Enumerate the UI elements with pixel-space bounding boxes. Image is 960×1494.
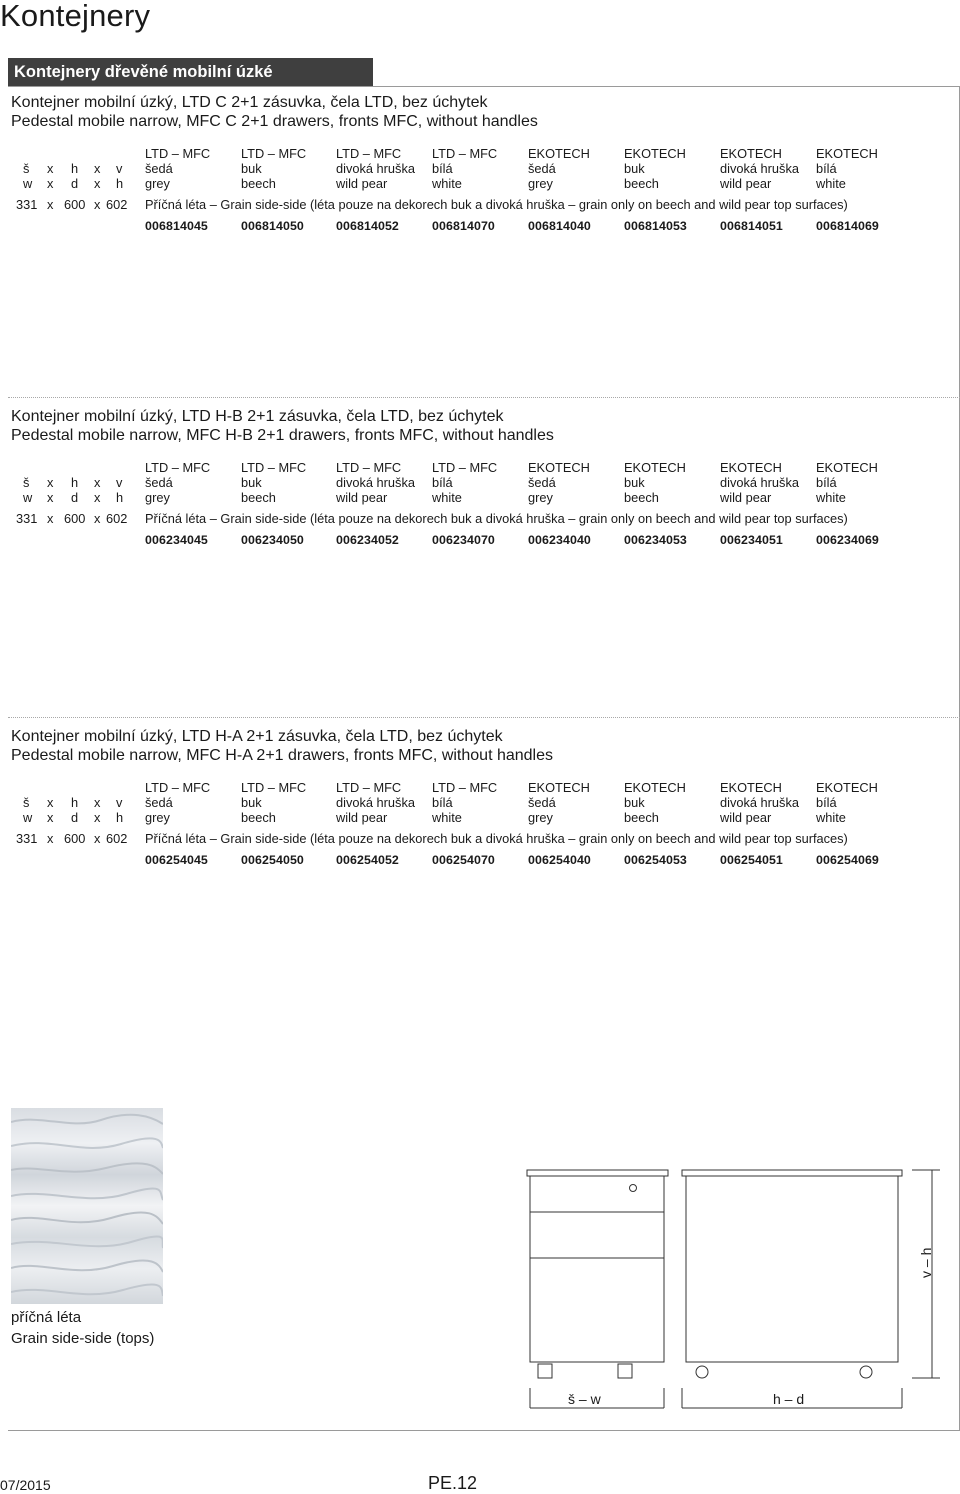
column-header-color_cz: divoká hruška [336, 795, 415, 810]
column-header-material: LTD – MFC [432, 780, 498, 795]
column-header-material: EKOTECH [816, 460, 878, 475]
dimension-symbol: d [71, 490, 79, 505]
dimension-value: 331 [16, 831, 38, 846]
column-header-color_cz: bílá [432, 795, 453, 810]
product-code: 006254069 [816, 853, 879, 867]
product-title-cz: Kontejner mobilní úzký, LTD H-A 2+1 zásuvka, čela LTD, bez úchytek [11, 728, 503, 745]
dimension-value: 602 [106, 831, 128, 846]
depth-dimension-label: h – d [773, 1391, 805, 1407]
column-header-color_cz: bílá [816, 161, 837, 176]
column-header-color_cz: bílá [432, 475, 453, 490]
dimension-symbol: x [94, 490, 101, 505]
product-code: 006234051 [720, 533, 783, 547]
swatch-caption-en: Grain side-side (tops) [11, 1330, 155, 1347]
column-header-color_en: white [816, 810, 846, 825]
column-header-material: LTD – MFC [336, 146, 402, 161]
dimension-value: 600 [64, 831, 86, 846]
dimension-value: 602 [106, 197, 128, 212]
column-header-color_en: grey [528, 810, 553, 825]
product-code: 006254050 [241, 853, 304, 867]
dimension-symbol: x [47, 161, 54, 176]
column-header-material: EKOTECH [528, 146, 590, 161]
dimension-symbol: v [116, 161, 123, 176]
dimension-symbol: x [47, 795, 54, 810]
frame-top-line [8, 86, 960, 87]
product-code: 006234070 [432, 533, 495, 547]
column-header-color_cz: buk [241, 161, 262, 176]
column-header-color_en: white [432, 176, 462, 191]
column-header-color_cz: divoká hruška [336, 161, 415, 176]
column-header-material: LTD – MFC [145, 780, 211, 795]
column-header-color_cz: šedá [528, 161, 556, 176]
product-code: 006814052 [336, 219, 399, 233]
column-header-color_en: grey [528, 490, 553, 505]
dimension-symbol: x [94, 161, 101, 176]
dimension-symbol: h [71, 161, 79, 176]
grain-note: Příčná léta – Grain side-side (léta pouze na dekorech buk a divoká hruška – grain only on beech and wild pear top surfaces) [145, 197, 848, 212]
column-header-color_cz: šedá [145, 475, 173, 490]
product-code: 006814069 [816, 219, 879, 233]
dimension-symbol: h [116, 810, 124, 825]
lock-icon [630, 1185, 637, 1192]
product-code: 006814045 [145, 219, 208, 233]
product-code: 006814040 [528, 219, 591, 233]
column-header-color_cz: šedá [528, 475, 556, 490]
frame-bottom-line [8, 1430, 960, 1431]
column-header-color_en: beech [241, 810, 276, 825]
dimension-symbol: d [71, 810, 79, 825]
dimension-symbol: x [94, 795, 101, 810]
product-code: 006254052 [336, 853, 399, 867]
column-header-color_en: beech [241, 176, 276, 191]
front-drawer-2 [530, 1212, 664, 1258]
column-header-material: EKOTECH [816, 146, 878, 161]
dimension-value: 331 [16, 197, 38, 212]
front-drawer-1 [530, 1176, 664, 1212]
grain-note: Příčná léta – Grain side-side (léta pouze na dekorech buk a divoká hruška – grain only on beech and wild pear top surfaces) [145, 511, 848, 526]
dimension-symbol: x [94, 810, 101, 825]
column-header-material: LTD – MFC [336, 460, 402, 475]
dimension-symbol: x [94, 176, 101, 191]
column-header-material: EKOTECH [624, 780, 686, 795]
dimension-symbol: h [71, 475, 79, 490]
product-code: 006254045 [145, 853, 208, 867]
column-header-color_cz: bílá [432, 161, 453, 176]
dimension-symbol: v [116, 475, 123, 490]
pedestal-technical-drawing [500, 1160, 960, 1420]
dimension-value: 331 [16, 511, 38, 526]
column-header-material: LTD – MFC [145, 460, 211, 475]
product-code: 006814050 [241, 219, 304, 233]
page-title: Kontejnery [0, 0, 151, 33]
dimension-symbol: w [23, 490, 33, 505]
product-divider [8, 397, 960, 398]
column-header-color_cz: buk [241, 795, 262, 810]
column-header-material: EKOTECH [528, 780, 590, 795]
dimension-symbol: w [23, 176, 33, 191]
product-code: 006254053 [624, 853, 687, 867]
column-header-material: EKOTECH [624, 146, 686, 161]
dimension-value: x [47, 197, 54, 212]
product-divider [8, 717, 960, 718]
column-header-material: LTD – MFC [241, 146, 307, 161]
dimension-value: 600 [64, 511, 86, 526]
dimension-symbol: š [23, 475, 30, 490]
column-header-color_cz: divoká hruška [720, 795, 799, 810]
grain-note: Příčná léta – Grain side-side (léta pouze na dekorech buk a divoká hruška – grain only on beech and wild pear top surfaces) [145, 831, 848, 846]
column-header-color_cz: šedá [145, 795, 173, 810]
column-header-material: LTD – MFC [241, 780, 307, 795]
dimension-value: x [94, 831, 101, 846]
dimension-symbol: x [47, 475, 54, 490]
dimension-symbol: h [116, 490, 124, 505]
column-header-material: LTD – MFC [145, 146, 211, 161]
column-header-color_en: beech [241, 490, 276, 505]
product-code: 006254040 [528, 853, 591, 867]
column-header-color_cz: bílá [816, 795, 837, 810]
dimension-symbol: w [23, 810, 33, 825]
dimension-symbol: v [116, 795, 123, 810]
wood-grain-texture [11, 1108, 163, 1304]
column-header-color_en: white [816, 490, 846, 505]
dimension-value: x [94, 197, 101, 212]
column-header-material: EKOTECH [816, 780, 878, 795]
footer-page-number: PE.12 [428, 1473, 478, 1493]
column-header-color_en: wild pear [336, 490, 388, 505]
dimension-value: 602 [106, 511, 128, 526]
dimension-symbol: h [116, 176, 124, 191]
footer-date: 07/2015 [0, 1477, 51, 1493]
column-header-material: LTD – MFC [241, 460, 307, 475]
product-title-cz: Kontejner mobilní úzký, LTD C 2+1 zásuvka, čela LTD, bez úchytek [11, 94, 488, 111]
dimension-symbol: h [71, 795, 79, 810]
side-top-plate [682, 1170, 902, 1176]
column-header-material: LTD – MFC [336, 780, 402, 795]
column-header-material: EKOTECH [624, 460, 686, 475]
product-code: 006234069 [816, 533, 879, 547]
column-header-color_en: wild pear [720, 176, 772, 191]
dimension-symbol: š [23, 161, 30, 176]
column-header-color_en: wild pear [720, 810, 772, 825]
grain-swatch-image [11, 1108, 163, 1304]
product-title-cz: Kontejner mobilní úzký, LTD H-B 2+1 zásuvka, čela LTD, bez úchytek [11, 408, 504, 425]
column-header-color_en: beech [624, 490, 659, 505]
product-code: 006814053 [624, 219, 687, 233]
front-drawer-3 [530, 1258, 664, 1362]
swatch-caption-cz: příčná léta [11, 1309, 82, 1326]
column-header-color_en: grey [145, 490, 170, 505]
column-header-color_cz: šedá [528, 795, 556, 810]
product-code: 006234045 [145, 533, 208, 547]
product-code: 006814051 [720, 219, 783, 233]
dimension-symbol: d [71, 176, 79, 191]
column-header-color_en: white [816, 176, 846, 191]
column-header-color_cz: buk [624, 475, 645, 490]
side-body [686, 1176, 898, 1362]
column-header-color_en: white [432, 490, 462, 505]
product-title-en: Pedestal mobile narrow, MFC H-A 2+1 drawers, fronts MFC, without handles [11, 747, 553, 764]
dimension-symbol: x [47, 490, 54, 505]
product-code: 006234050 [241, 533, 304, 547]
column-header-color_cz: šedá [145, 161, 173, 176]
dimension-symbol: š [23, 795, 30, 810]
caster-icon [618, 1364, 632, 1378]
column-header-color_en: grey [528, 176, 553, 191]
product-code: 006254070 [432, 853, 495, 867]
column-header-material: EKOTECH [720, 460, 782, 475]
dimension-value: x [94, 511, 101, 526]
column-header-color_cz: buk [624, 161, 645, 176]
product-code: 006234040 [528, 533, 591, 547]
height-dimension-label: v – h [918, 1247, 934, 1278]
column-header-material: EKOTECH [528, 460, 590, 475]
column-header-color_cz: divoká hruška [336, 475, 415, 490]
column-header-color_en: white [432, 810, 462, 825]
column-header-material: LTD – MFC [432, 460, 498, 475]
width-dimension-label: š – w [568, 1391, 601, 1407]
column-header-color_en: grey [145, 176, 170, 191]
column-header-material: LTD – MFC [432, 146, 498, 161]
column-header-color_en: beech [624, 176, 659, 191]
dimension-symbol: x [47, 810, 54, 825]
section-title-bar: Kontejnery dřevěné mobilní úzké [8, 58, 373, 86]
column-header-color_cz: bílá [816, 475, 837, 490]
product-code: 006254051 [720, 853, 783, 867]
front-top-plate [527, 1170, 668, 1176]
caster-icon [538, 1364, 552, 1378]
column-header-color_cz: buk [241, 475, 262, 490]
dimension-value: x [47, 831, 54, 846]
caster-icon [696, 1366, 708, 1378]
dimension-value: x [47, 511, 54, 526]
dimension-value: 600 [64, 197, 86, 212]
product-title-en: Pedestal mobile narrow, MFC H-B 2+1 drawers, fronts MFC, without handles [11, 427, 554, 444]
product-code: 006234052 [336, 533, 399, 547]
column-header-color_en: wild pear [336, 176, 388, 191]
column-header-color_en: wild pear [720, 490, 772, 505]
column-header-color_cz: buk [624, 795, 645, 810]
caster-icon [860, 1366, 872, 1378]
column-header-color_en: wild pear [336, 810, 388, 825]
product-title-en: Pedestal mobile narrow, MFC C 2+1 drawers, fronts MFC, without handles [11, 113, 538, 130]
column-header-color_cz: divoká hruška [720, 475, 799, 490]
column-header-material: EKOTECH [720, 146, 782, 161]
column-header-color_en: grey [145, 810, 170, 825]
product-code: 006234053 [624, 533, 687, 547]
dimension-symbol: x [47, 176, 54, 191]
column-header-color_cz: divoká hruška [720, 161, 799, 176]
column-header-color_en: beech [624, 810, 659, 825]
column-header-material: EKOTECH [720, 780, 782, 795]
product-code: 006814070 [432, 219, 495, 233]
dimension-symbol: x [94, 475, 101, 490]
